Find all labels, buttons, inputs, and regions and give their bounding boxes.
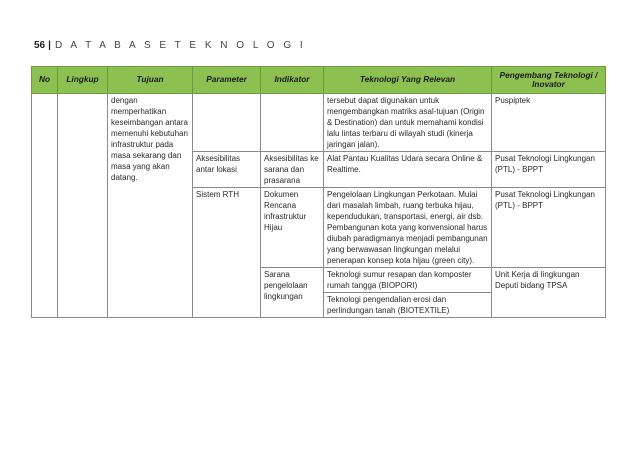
col-indikator: Indikator <box>261 67 324 94</box>
page-header <box>34 40 306 51</box>
cell-indikator <box>261 94 324 152</box>
col-tujuan: Tujuan <box>108 67 193 94</box>
cell-parameter: Aksesibilitas antar lokasi <box>193 152 261 188</box>
cell-tujuan: dengan memperhatikan keseimbangan antara memenuhi kebutuhan infrastruktur pada masa sekarang dan masa yang akan datang. <box>108 94 193 318</box>
cell-teknologi: Pengelolaan Lingkungan Perkotaan. Mulai dari masalah limbah, ruang terbuka hijau, kependudukan, transportasi, energi, air dsb. Pembangunan kota yang konvensional harus diubah paradigmanya menjadi pembangunan yang berwawasan lingkungan melalui penerapan konsep kota hijau (green city). <box>324 188 492 268</box>
cell-indikator: Dokumen Rencana infrastruktur Hijau <box>261 188 324 268</box>
technology-table <box>31 66 606 318</box>
header-separator: | <box>48 40 51 51</box>
document-title: D A T A B A S E T E K N O L O G I <box>54 40 306 51</box>
cell-pengembang: Pusat Teknologi Lingkungan (PTL) - BPPT <box>492 188 606 268</box>
col-lingkup: Lingkup <box>58 67 108 94</box>
cell-teknologi: Teknologi sumur resapan dan komposter rumah tangga (BIOPORI) <box>324 268 492 293</box>
col-parameter: Parameter <box>193 67 261 94</box>
col-pengembang: Pengembang Teknologi / Inovator <box>492 67 606 94</box>
cell-lingkup <box>58 94 108 318</box>
cell-teknologi: Teknologi pengendalian erosi dan perlindungan tanah (BIOTEXTILE) <box>324 293 492 318</box>
cell-pengembang: Unit Kerja di lingkungan Deputi bidang TPSA <box>492 268 606 318</box>
cell-pengembang: Puspiptek <box>492 94 606 152</box>
page-number: 56 <box>34 40 46 51</box>
cell-parameter: Sistem RTH <box>193 188 261 318</box>
col-teknologi: Teknologi Yang Relevan <box>324 67 492 94</box>
table-row <box>32 94 606 152</box>
cell-indikator: Aksesibilitas ke sarana dan prasarana <box>261 152 324 188</box>
cell-teknologi: Alat Pantau Kualitas Udara secara Online & Realtime. <box>324 152 492 188</box>
cell-teknologi: tersebut dapat digunakan untuk mengembangkan matriks asal-tujuan (Origin & Destination) dan untuk memahami kondisi lalu lintas terbaru di wilayah studi (kinerja jaringan jalan). <box>324 94 492 152</box>
cell-pengembang: Pusat Teknologi Lingkungan (PTL) - BPPT <box>492 152 606 188</box>
table-header-row <box>32 67 606 94</box>
col-no: No <box>32 67 58 94</box>
cell-no <box>32 94 58 318</box>
cell-indikator: Sarana pengelolaan lingkungan <box>261 268 324 318</box>
cell-parameter <box>193 94 261 152</box>
